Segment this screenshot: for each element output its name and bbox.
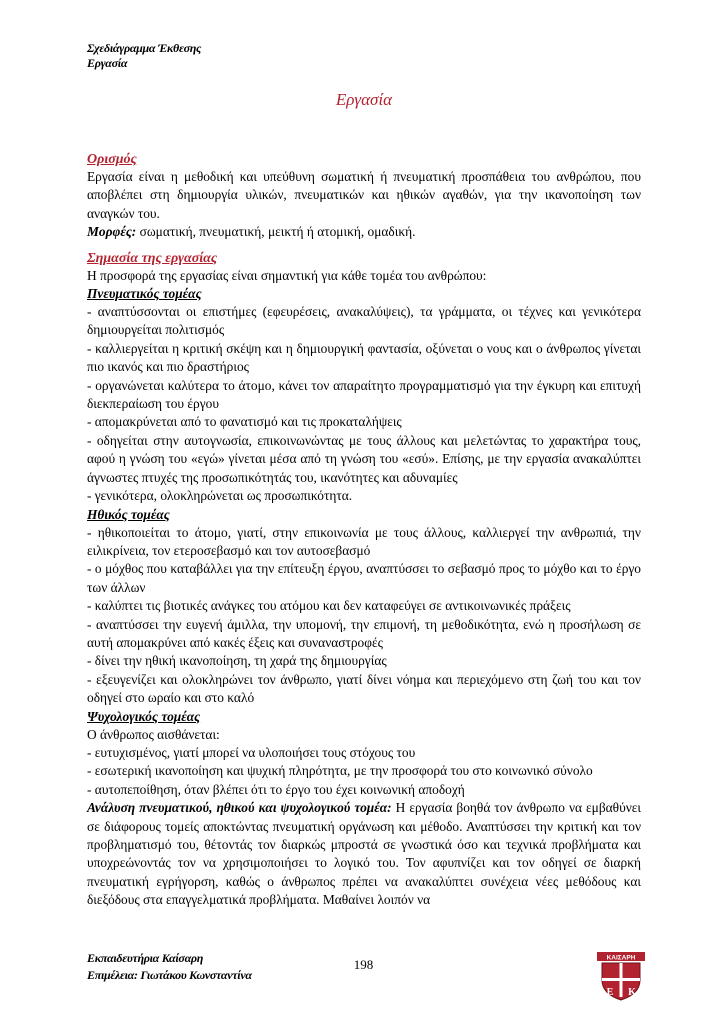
logo-cross-horizontal <box>602 978 640 981</box>
list-item: - αναπτύσσονται οι επιστήμες (εφευρέσεις, ανακαλύψεις), τα γράμματα, οι τέχνες και γενικότερα δημιουργείται πολιτισμός <box>87 304 641 338</box>
header-document-type: Σχεδιάγραμμα Έκθεσης <box>87 41 202 55</box>
list-item: - οδηγείται στην αυτογνωσία, επικοινωνώντας με τους άλλους και μελετώντας το χαρακτήρα τους, αφού η γνώση του «εγώ» γίνεται μέσα από τη γνώση του «εσύ». Επίσης, με την εργασία ανακαλύπτει άγνωστες πτυχές της προσωπικότητάς του, ικανότητες και αδυναμίες <box>87 432 641 485</box>
importance-intro: Η προσφορά της εργασίας είναι σημαντική για κάθε τομέα του ανθρώπου: <box>87 267 487 283</box>
list-item: - καλλιεργείται η κριτική σκέψη και η δημιουργική φαντασία, οξύνεται ο νους και ο άνθρωπος γίνεται πιο ικανός και πιο δραστήριος <box>87 340 641 375</box>
list-item: - εσωτερική ικανοποίηση και ψυχική πληρότητα, με την προσφορά του στο κοινωνικό σύνολο <box>87 763 593 779</box>
analysis-text: Η εργασία βοηθά τον άνθρωπο να εμβαθύνει σε διάφορους τομείς αποκτώντας πνευματική οργάνωση και μέθοδο. Αναπτύσσει την κριτική και τον προβληματισμό του, θέτοντάς τον διαρκώς μπροστά σε γνωστικά όσο και τεχνικά προβλήματα και υποχρεώνοντάς τον να χρησιμοποιήσει το λογικό του. Τον αφυπνίζει και τον οδηγεί σε διαρκή πνευματική εγρήγορση, καθώς ο άνθρωπος πρέπει να ανακαλύπτει συνέχεια νέες μεθόδους και διεξόδους στα επαγγελματικά προβλήματα. Μαθαίνει λοιπόν να <box>87 800 642 908</box>
logo-banner-text: ΚΑΙΣΑΡΗ <box>606 954 636 962</box>
list-item: - οργανώνεται καλύτερα το άτομο, κάνει τον απαραίτητο προγραμματισμό για την έγκυρη και επιτυχή διεκπεραίωση του έργου <box>87 377 641 412</box>
section-heading-importance: Σημασία της εργασίας <box>87 250 218 266</box>
logo-letter-right: Κ <box>628 987 636 998</box>
list-item: - δίνει την ηθική ικανοποίηση, τη χαρά της δημιουργίας <box>87 653 387 669</box>
subheading-psychological: Ψυχολογικός τομέας <box>87 708 201 724</box>
footer-school: Εκπαιδευτήρια Καίσαρη <box>87 951 204 965</box>
subheading-spiritual: Πνευματικός τομέας <box>87 286 202 302</box>
list-item: - εξευγενίζει και ολοκληρώνει τον άνθρωπο, γιατί δίνει νόημα και περιεχόμενο στη ζωή του και τον οδηγεί στο ωραίο και στο καλό <box>87 671 641 706</box>
psychological-intro: Ο άνθρωπος αισθάνεται: <box>87 726 220 742</box>
forms-text: σωματική, πνευματική, μεικτή ή ατομική, ομαδική. <box>136 224 416 240</box>
page-number: 198 <box>353 957 374 972</box>
definition-text: Εργασία είναι η μεθοδική και υπεύθυνη σωματική ή πνευματική προσπάθεια του ανθρώπου, που αποβλέπει στη δημιουργία υλικών, πνευματικών και ηθικών αγαθών, για την ικανοποίηση των αναγκών του. <box>87 169 641 221</box>
list-item: - απομακρύνεται από το φανατισμό και τις προκαταλήψεις <box>87 414 402 430</box>
footer-editor: Επιμέλεια: Γιωτάκου Κωνσταντίνα <box>87 968 252 982</box>
header-topic: Εργασία <box>87 56 128 70</box>
list-item: - αυτοπεποίθηση, όταν βλέπει ότι το έργο του έχει κοινωνική αποδοχή <box>87 781 465 797</box>
list-item: - αναπτύσσει την ευγενή άμιλλα, την υπομονή, την επιμονή, τη μεθοδικότητα, ενώ η προσήλωση σε αυτή απομακρύνει από κακές έξεις και συναναστροφές <box>87 616 641 650</box>
list-item: - γενικότερα, ολοκληρώνεται ως προσωπικότητα. <box>87 488 353 504</box>
analysis-label: Ανάλυση πνευματικού, ηθικού και ψυχολογικού τομέα: <box>87 800 392 816</box>
subheading-moral: Ηθικός τομέας <box>87 506 170 522</box>
section-heading-definition: Ορισμός <box>87 152 137 167</box>
page-footer <box>87 950 647 998</box>
list-item: - καλύπτει τις βιοτικές ανάγκες του ατόμου και δεν καταφεύγει σε αντικοινωνικές πράξεις <box>87 598 571 614</box>
forms-label: Μορφές: <box>87 224 137 240</box>
page-header <box>87 41 487 71</box>
list-item: - ο μόχθος που καταβάλλει για την επίτευξη έργου, αναπτύσσει το σεβασμό προς το μόχθο και το έργο των άλλων <box>87 561 641 595</box>
document-body <box>87 143 641 910</box>
analysis-paragraph <box>87 799 641 909</box>
list-item: - ηθικοποιείται το άτομο, γιατί, στην επικοινωνία με τους άλλους, καλλιεργεί την ανθρωπιά, την ειλικρίνεια, τον ετεροσεβασμό και τον αυτοσεβασμό <box>87 524 641 558</box>
logo-letter-left: Ε <box>606 987 614 998</box>
school-logo-icon <box>595 950 647 1002</box>
forms-paragraph <box>87 223 641 241</box>
list-item: - ευτυχισμένος, γιατί μπορεί να υλοποιήσει τους στόχους του <box>87 744 416 760</box>
page-title: Εργασία <box>335 90 393 109</box>
